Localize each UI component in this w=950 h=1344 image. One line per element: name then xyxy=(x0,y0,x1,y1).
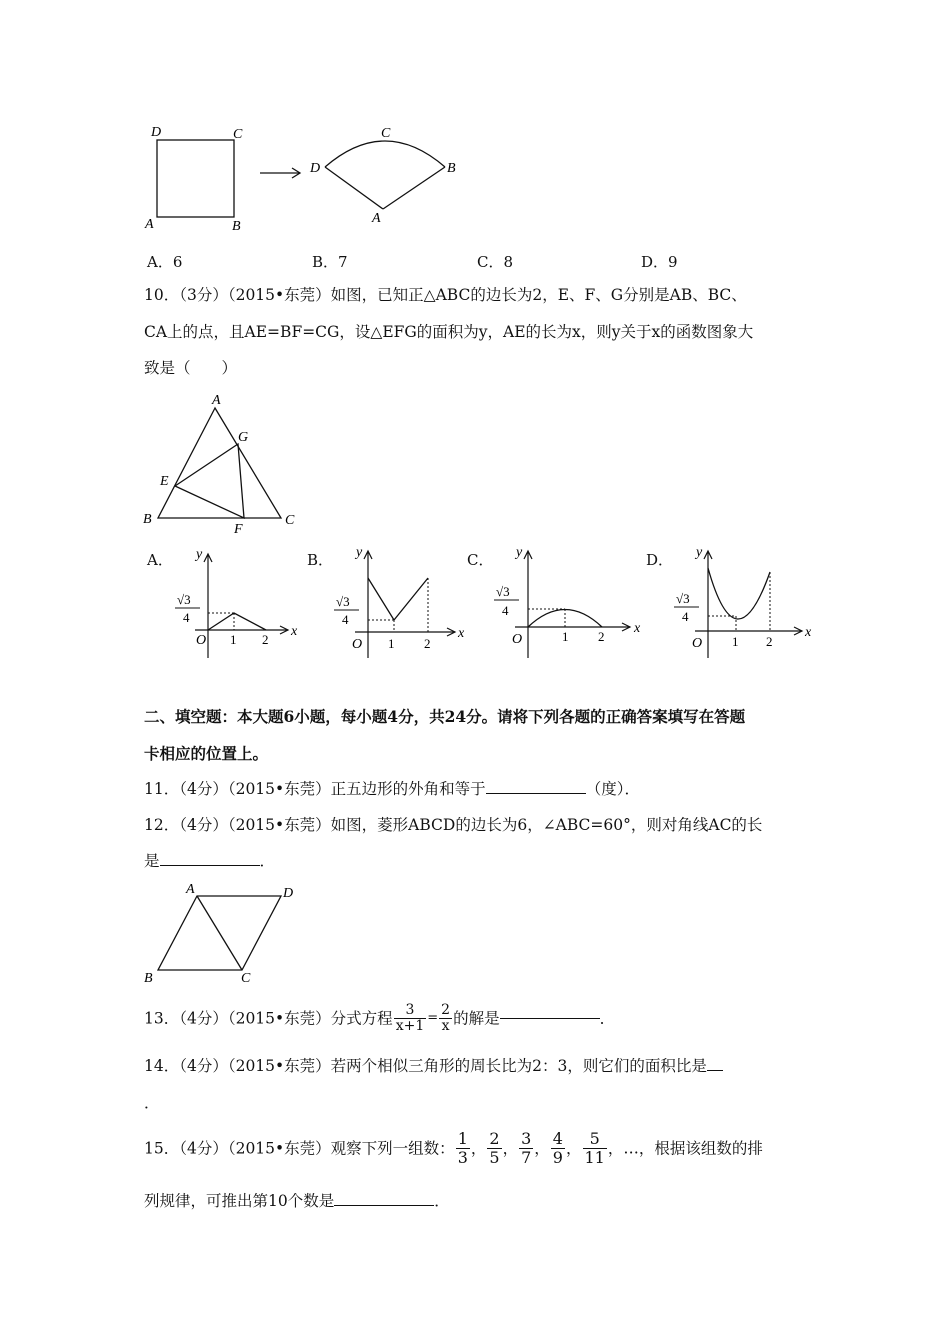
q11-after: （度）． xyxy=(585,780,640,798)
svg-text:1: 1 xyxy=(230,632,237,647)
rhombus-label-d: D xyxy=(283,886,294,901)
q13-fraction-1-num: 3 xyxy=(394,1003,427,1019)
q9-option-b: B．7 xyxy=(312,253,348,271)
svg-text:1: 1 xyxy=(732,634,739,649)
q13-fraction-1 xyxy=(394,1003,427,1034)
svg-text:4: 4 xyxy=(682,609,689,624)
q15-after: ，…，根据该组数的排 xyxy=(607,1139,763,1158)
q13-equals: = xyxy=(427,1010,439,1026)
svg-text:2: 2 xyxy=(424,636,431,651)
q10-option-b-letter: B． xyxy=(307,551,334,569)
square-label-d: D xyxy=(151,125,162,140)
tri-label-g: G xyxy=(238,430,249,445)
svg-text:O: O xyxy=(512,632,523,647)
q13-answer-blank[interactable] xyxy=(500,1018,600,1019)
svg-text:O: O xyxy=(352,637,363,652)
q10-option-a-letter: A． xyxy=(147,551,173,569)
svg-text:x: x xyxy=(291,624,298,639)
square-label-a: A xyxy=(145,217,154,232)
q15-fraction-3: $\frac{3}{7}$ xyxy=(521,1129,532,1167)
q15-line-2-text: 列规律，可推出第10个数是 xyxy=(144,1192,335,1210)
q12-after: ． xyxy=(259,852,276,870)
q13-text: 13．（4分）（2015•东莞）分式方程 xyxy=(144,1009,393,1028)
q11-text: 11．（4分）（2015•东莞）正五边形的外角和等于 xyxy=(144,780,486,798)
svg-text:2: 2 xyxy=(766,634,773,649)
svg-text:y: y xyxy=(196,547,203,562)
svg-text:y: y xyxy=(356,545,363,560)
svg-text:1: 1 xyxy=(388,636,395,651)
tri-label-c: C xyxy=(285,513,295,528)
section-2-heading-line-1: 二、填空题：本大题6小题，每小题4分，共24分。请将下列各题的正确答案填写在答题 xyxy=(144,707,746,726)
square-label-c: C xyxy=(233,127,243,142)
svg-text:2: 2 xyxy=(598,629,605,644)
q13 xyxy=(144,1003,615,1034)
svg-text:√3: √3 xyxy=(336,594,350,609)
q15-line-2-after: ． xyxy=(434,1192,450,1210)
tri-label-a: A xyxy=(212,393,221,408)
q12-line-1: 12．（4分）（2015•东莞）如图，菱形ABCD的边长为6，∠ABC=60°，则对角线AC的长 xyxy=(144,816,763,834)
q13-fraction-1-den: x+1 xyxy=(395,1018,425,1034)
q10-line-2: CA上的点，且AE=BF=CG，设△EFG的面积为y，AE的长为x，则y关于x的函数图象大 xyxy=(144,323,754,341)
diagonal-ac xyxy=(197,896,242,970)
q14-line-1 xyxy=(144,1056,723,1076)
q15-fraction-4: $\frac{4}{9}$ xyxy=(552,1129,563,1167)
q13-after: ． xyxy=(599,1009,616,1028)
section-2-heading-line-2: 卡相应的位置上。 xyxy=(144,744,269,763)
q14-answer-blank[interactable] xyxy=(707,1070,723,1071)
svg-text:O: O xyxy=(692,636,703,651)
tri-label-b: B xyxy=(143,512,152,527)
q9-option-d: D．9 xyxy=(641,253,678,271)
arc-label-a: A xyxy=(372,211,381,226)
svg-text:x: x xyxy=(458,626,465,641)
svg-text:4: 4 xyxy=(342,612,349,627)
q15-line-2 xyxy=(144,1191,450,1211)
tri-label-e: E xyxy=(160,474,169,489)
q15-text: 15．（4分）（2015•东莞）观察下列一组数： xyxy=(144,1139,455,1158)
svg-text:y: y xyxy=(516,545,523,560)
svg-text:√3: √3 xyxy=(177,592,191,607)
q13-fraction-2-num: 2 xyxy=(441,1002,451,1018)
q10-option-c-letter: C． xyxy=(467,551,494,569)
square-label-b: B xyxy=(232,219,241,234)
q10-line-3: 致是（ ） xyxy=(144,359,238,377)
tri-label-f: F xyxy=(234,522,243,537)
svg-text:y: y xyxy=(696,545,703,560)
svg-text:x: x xyxy=(805,625,812,640)
q15-answer-blank[interactable] xyxy=(334,1205,434,1206)
svg-text:√3: √3 xyxy=(496,584,510,599)
rhombus-label-a: A xyxy=(186,882,195,897)
q13-fraction-2 xyxy=(439,1003,452,1034)
q14-text: 14．（4分）（2015•东莞）若两个相似三角形的周长比为2：3，则它们的面积比是 xyxy=(144,1057,707,1075)
svg-text:O: O xyxy=(196,633,207,648)
arc-label-b: B xyxy=(447,161,456,176)
q10-option-d-letter: D． xyxy=(646,551,674,569)
svg-text:4: 4 xyxy=(502,603,509,618)
svg-text:√3: √3 xyxy=(676,591,690,606)
svg-text:1: 1 xyxy=(562,629,569,644)
q9-option-a: A．6 xyxy=(147,253,183,271)
q10-line-1: 10．（3分）（2015•东莞）如图，已知正△ABC的边长为2，E、F、G分别是AB、BC、 xyxy=(144,286,747,304)
q15-fraction-5: $\frac{5}{11}$ xyxy=(584,1129,605,1167)
q14-line-2: ． xyxy=(144,1094,160,1112)
q13-mid: 的解是 xyxy=(453,1009,500,1028)
rhombus-label-b: B xyxy=(144,971,153,986)
q12-line-2-text: 是 xyxy=(144,852,160,870)
arc-label-d: D xyxy=(310,161,321,176)
rhombus-label-c: C xyxy=(241,971,251,986)
svg-text:2: 2 xyxy=(262,632,269,647)
arc-label-c: C xyxy=(381,126,391,141)
svg-text:4: 4 xyxy=(183,610,190,625)
svg-text:x: x xyxy=(634,621,641,636)
q13-fraction-2-den: x xyxy=(441,1018,450,1034)
q15-fraction-2: $\frac{2}{5}$ xyxy=(489,1129,500,1167)
q9-option-c: C．8 xyxy=(477,253,514,271)
q15-line-1: 15．（4分）（2015•东莞）观察下列一组数： $\frac{1}{3}$ ， $\frac{2}{5}$ ， $\frac{3}{7}$ ， $\frac{4}{9}$ ， $\frac{5}{11}$ ，…，根据该组数的排 xyxy=(144,1129,763,1167)
q15-fraction-1: $\frac{1}{3}$ xyxy=(457,1129,468,1167)
